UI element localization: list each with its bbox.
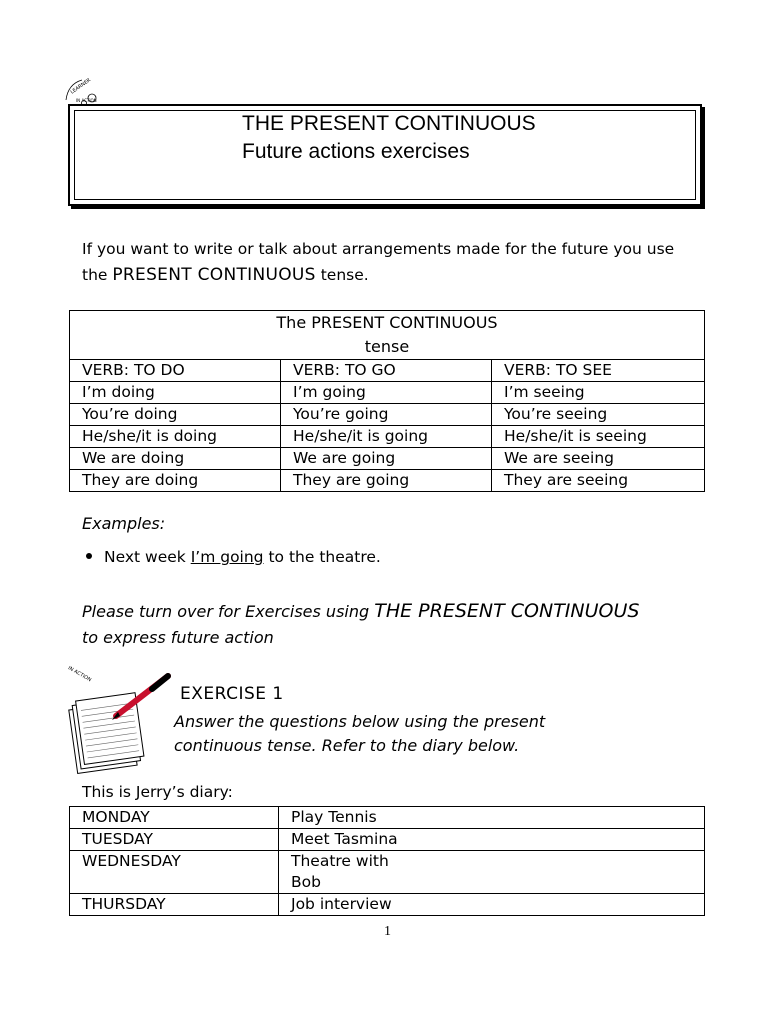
- diary-activity: Job interview: [279, 894, 705, 916]
- table-row: [70, 426, 705, 448]
- column-header: VERB: TO SEE: [492, 360, 705, 382]
- table-cell: They are going: [281, 470, 492, 492]
- diary-day: THURSDAY: [70, 894, 279, 916]
- table-cell: We are going: [281, 448, 492, 470]
- intro-text: If you want to write or talk about arrangements made for the future you use the: [82, 240, 675, 284]
- table-row: [70, 851, 705, 894]
- exercise-title: EXERCISE 1: [180, 684, 284, 704]
- intro-paragraph: [82, 236, 702, 288]
- diary-activity: Play Tennis: [279, 807, 705, 829]
- diary-table: [69, 806, 705, 916]
- intro-text-end: tense.: [320, 266, 369, 284]
- table-cell: He/she/it is going: [281, 426, 492, 448]
- tense-table: [69, 310, 705, 492]
- examples-label: Examples:: [82, 514, 166, 533]
- column-header: VERB: TO DO: [70, 360, 281, 382]
- title-box: [68, 104, 702, 206]
- page-number: 1: [384, 924, 391, 939]
- table-cell: I’m doing: [70, 382, 281, 404]
- tense-table-heading: The PRESENT CONTINUOUS tense: [70, 311, 705, 360]
- page-title: THE PRESENT CONTINUOUS: [242, 112, 536, 135]
- learner-logo-icon: [62, 76, 104, 106]
- table-row: [70, 894, 705, 916]
- table-cell: They are doing: [70, 470, 281, 492]
- bullet-icon: [86, 553, 92, 559]
- column-header: VERB: TO GO: [281, 360, 492, 382]
- example-bullet: Next week I’m going to the theatre.: [86, 548, 381, 566]
- diary-label: This is Jerry’s diary:: [82, 783, 233, 801]
- table-cell: He/she/it is doing: [70, 426, 281, 448]
- table-cell: I’m going: [281, 382, 492, 404]
- table-cell: We are seeing: [492, 448, 705, 470]
- turn-over-note: Please turn over for Exercises using THE PRESENT CONTINUOUS to express future action: [82, 600, 640, 647]
- turn-over-emphasis: THE PRESENT CONTINUOUS: [374, 600, 640, 622]
- intro-emphasis: PRESENT CONTINUOUS: [112, 265, 316, 285]
- diary-activity: Meet Tasmina: [279, 829, 705, 851]
- table-cell: They are seeing: [492, 470, 705, 492]
- diary-day: TUESDAY: [70, 829, 279, 851]
- page-subtitle: Future actions exercises: [242, 140, 470, 163]
- table-row: [70, 470, 705, 492]
- exercise-instructions: Answer the questions below using the present continuous tense. Refer to the diary below.: [174, 712, 546, 755]
- table-cell: We are doing: [70, 448, 281, 470]
- table-cell: You’re going: [281, 404, 492, 426]
- table-cell: He/she/it is seeing: [492, 426, 705, 448]
- table-row: [70, 448, 705, 470]
- svg-text:IN ACTION: IN ACTION: [76, 98, 97, 103]
- table-row: [70, 829, 705, 851]
- diary-activity: Theatre with Bob: [279, 851, 705, 894]
- svg-text:IN ACTION: IN ACTION: [66, 665, 93, 684]
- svg-text:LEARNER: LEARNER: [69, 77, 93, 96]
- table-row: [70, 404, 705, 426]
- diary-day: WEDNESDAY: [70, 851, 279, 894]
- table-row: [70, 807, 705, 829]
- example-underlined: I’m going: [190, 548, 264, 566]
- table-row: [70, 360, 705, 382]
- table-cell: You’re seeing: [492, 404, 705, 426]
- table-cell: You’re doing: [70, 404, 281, 426]
- table-row: [70, 382, 705, 404]
- table-cell: I’m seeing: [492, 382, 705, 404]
- notepad-pen-icon: [64, 660, 180, 776]
- diary-day: MONDAY: [70, 807, 279, 829]
